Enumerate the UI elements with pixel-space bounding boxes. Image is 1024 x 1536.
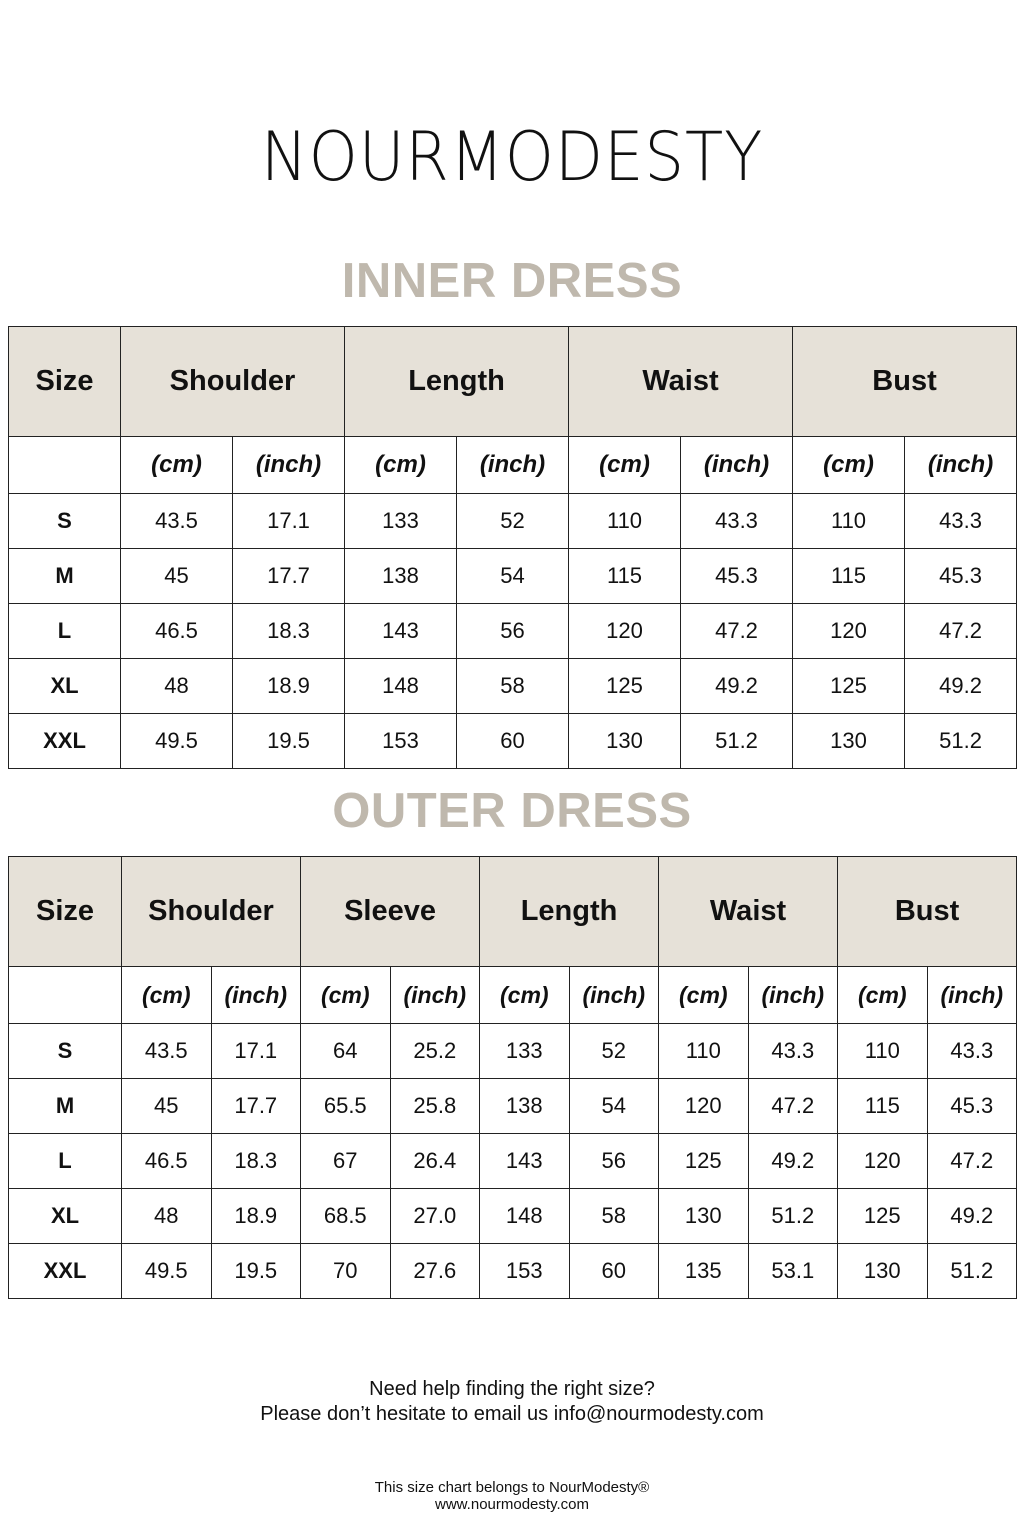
unit-cell: (inch) [233,437,345,494]
column-group-header: Shoulder [121,327,345,437]
unit-cell: (inch) [211,967,301,1024]
size-cell: L [9,604,121,659]
measurement-cell: 18.9 [211,1189,301,1244]
unit-cell: (cm) [569,437,681,494]
measurement-cell: 120 [569,604,681,659]
table-row [9,1079,1017,1134]
size-header: Size [9,327,121,437]
inner-dress-size-table [8,326,1017,769]
measurement-cell: 43.5 [121,494,233,549]
unit-cell: (cm) [480,967,570,1024]
help-text-question: Need help finding the right size? [369,1378,655,1400]
table-row [9,1244,1017,1299]
measurement-cell: 47.2 [748,1079,838,1134]
unit-cell: (inch) [905,437,1017,494]
measurement-cell: 53.1 [748,1244,838,1299]
unit-cell: (cm) [793,437,905,494]
unit-cell-empty [9,437,121,494]
measurement-cell: 58 [457,659,569,714]
unit-cell: (cm) [659,967,749,1024]
measurement-cell: 18.3 [233,604,345,659]
measurement-cell: 138 [480,1079,570,1134]
measurement-cell: 43.3 [905,494,1017,549]
size-cell: L [9,1134,122,1189]
measurement-cell: 47.2 [905,604,1017,659]
unit-cell-empty [9,967,122,1024]
brand-logo-text: NOURMODESTY [260,118,764,197]
size-cell: S [9,1024,122,1079]
table-header-row [9,857,1017,967]
unit-cell: (inch) [748,967,838,1024]
measurement-cell: 130 [659,1189,749,1244]
table-row [9,659,1017,714]
measurement-cell: 46.5 [121,604,233,659]
unit-cell: (cm) [122,967,212,1024]
column-group-header: Waist [659,857,838,967]
table-header-row [9,327,1017,437]
measurement-cell: 45 [121,549,233,604]
measurement-cell: 60 [569,1244,659,1299]
measurement-cell: 51.2 [927,1244,1017,1299]
measurement-cell: 49.2 [905,659,1017,714]
measurement-cell: 52 [569,1024,659,1079]
measurement-cell: 143 [480,1134,570,1189]
measurement-cell: 43.5 [122,1024,212,1079]
measurement-cell: 130 [793,714,905,769]
footer-ownership: This size chart belongs to NourModesty® [374,1479,650,1496]
unit-cell: (cm) [345,437,457,494]
measurement-cell: 27.6 [390,1244,480,1299]
size-cell: M [9,1079,122,1134]
column-group-header: Sleeve [301,857,480,967]
measurement-cell: 56 [569,1134,659,1189]
table-row [9,494,1017,549]
measurement-cell: 18.9 [233,659,345,714]
measurement-cell: 110 [838,1024,928,1079]
measurement-cell: 43.3 [748,1024,838,1079]
measurement-cell: 48 [122,1189,212,1244]
measurement-cell: 143 [345,604,457,659]
measurement-cell: 52 [457,494,569,549]
measurement-cell: 153 [345,714,457,769]
measurement-cell: 135 [659,1244,749,1299]
measurement-cell: 45 [122,1079,212,1134]
measurement-cell: 49.2 [748,1134,838,1189]
measurement-cell: 17.7 [211,1079,301,1134]
measurement-cell: 45.3 [927,1079,1017,1134]
unit-row [9,437,1017,494]
measurement-cell: 19.5 [233,714,345,769]
measurement-cell: 115 [838,1079,928,1134]
measurement-cell: 56 [457,604,569,659]
measurement-cell: 47.2 [681,604,793,659]
size-cell: XL [9,1189,122,1244]
measurement-cell: 133 [345,494,457,549]
measurement-cell: 70 [301,1244,391,1299]
measurement-cell: 125 [793,659,905,714]
measurement-cell: 48 [121,659,233,714]
size-cell: XXL [9,714,121,769]
outer-dress-title: OUTER DRESS [332,784,692,838]
size-cell: XXL [9,1244,122,1299]
size-header: Size [9,857,122,967]
outer-table-body [9,1024,1017,1299]
measurement-cell: 26.4 [390,1134,480,1189]
unit-cell: (inch) [569,967,659,1024]
measurement-cell: 120 [838,1134,928,1189]
unit-cell: (inch) [457,437,569,494]
measurement-cell: 19.5 [211,1244,301,1299]
measurement-cell: 45.3 [905,549,1017,604]
measurement-cell: 64 [301,1024,391,1079]
measurement-cell: 67 [301,1134,391,1189]
measurement-cell: 17.1 [211,1024,301,1079]
column-group-header: Length [345,327,569,437]
table-row [9,549,1017,604]
unit-cell: (cm) [121,437,233,494]
unit-cell: (cm) [838,967,928,1024]
measurement-cell: 65.5 [301,1079,391,1134]
measurement-cell: 133 [480,1024,570,1079]
measurement-cell: 138 [345,549,457,604]
measurement-cell: 47.2 [927,1134,1017,1189]
measurement-cell: 115 [793,549,905,604]
measurement-cell: 120 [793,604,905,659]
table-row [9,714,1017,769]
measurement-cell: 125 [569,659,681,714]
measurement-cell: 68.5 [301,1189,391,1244]
measurement-cell: 25.8 [390,1079,480,1134]
measurement-cell: 115 [569,549,681,604]
table-row [9,1024,1017,1079]
measurement-cell: 45.3 [681,549,793,604]
column-group-header: Waist [569,327,793,437]
measurement-cell: 120 [659,1079,749,1134]
measurement-cell: 43.3 [681,494,793,549]
measurement-cell: 51.2 [681,714,793,769]
table-row [9,1189,1017,1244]
measurement-cell: 110 [569,494,681,549]
measurement-cell: 130 [569,714,681,769]
size-cell: XL [9,659,121,714]
measurement-cell: 125 [659,1134,749,1189]
unit-cell: (inch) [681,437,793,494]
measurement-cell: 46.5 [122,1134,212,1189]
measurement-cell: 49.5 [122,1244,212,1299]
measurement-cell: 25.2 [390,1024,480,1079]
column-group-header: Bust [838,857,1017,967]
unit-cell: (inch) [390,967,480,1024]
measurement-cell: 125 [838,1189,928,1244]
measurement-cell: 148 [345,659,457,714]
measurement-cell: 49.2 [927,1189,1017,1244]
unit-cell: (cm) [301,967,391,1024]
measurement-cell: 110 [793,494,905,549]
measurement-cell: 51.2 [748,1189,838,1244]
column-group-header: Bust [793,327,1017,437]
table-row [9,604,1017,659]
measurement-cell: 49.5 [121,714,233,769]
inner-table-body [9,494,1017,769]
measurement-cell: 43.3 [927,1024,1017,1079]
table-row [9,1134,1017,1189]
measurement-cell: 148 [480,1189,570,1244]
measurement-cell: 58 [569,1189,659,1244]
measurement-cell: 51.2 [905,714,1017,769]
size-cell: M [9,549,121,604]
measurement-cell: 49.2 [681,659,793,714]
footer-website: www.nourmodesty.com [435,1496,589,1513]
outer-dress-size-table [8,856,1017,1299]
help-text-email: Please don’t hesitate to email us info@nourmodesty.com [260,1403,764,1425]
measurement-cell: 110 [659,1024,749,1079]
measurement-cell: 54 [569,1079,659,1134]
measurement-cell: 153 [480,1244,570,1299]
measurement-cell: 17.1 [233,494,345,549]
inner-dress-title: INNER DRESS [341,254,683,308]
column-group-header: Length [480,857,659,967]
unit-cell: (inch) [927,967,1017,1024]
measurement-cell: 130 [838,1244,928,1299]
measurement-cell: 60 [457,714,569,769]
size-cell: S [9,494,121,549]
measurement-cell: 27.0 [390,1189,480,1244]
column-group-header: Shoulder [122,857,301,967]
measurement-cell: 18.3 [211,1134,301,1189]
unit-row [9,967,1017,1024]
measurement-cell: 54 [457,549,569,604]
brand-logo [0,118,1024,198]
measurement-cell: 17.7 [233,549,345,604]
